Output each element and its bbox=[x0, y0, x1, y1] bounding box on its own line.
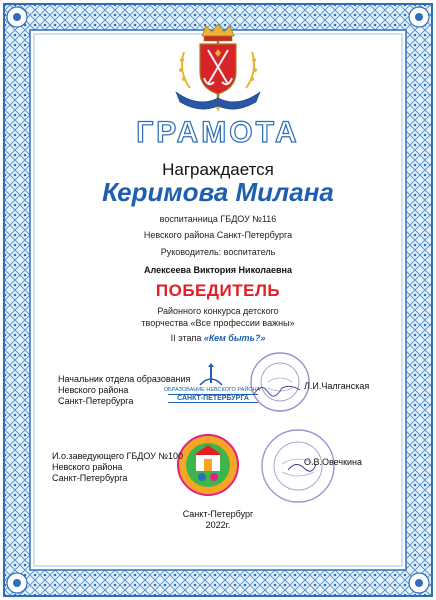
second-signatory-name: О.В.Овечкина bbox=[304, 457, 363, 467]
kindergarten-logo-icon bbox=[176, 433, 240, 497]
second-sign-line-1: И.о.заведующего ГБДОУ №100 bbox=[52, 451, 184, 461]
coat-of-arms-icon bbox=[170, 22, 266, 114]
supervisor-label: Руководитель: воспитатель bbox=[160, 247, 276, 257]
first-signatory-title bbox=[58, 374, 190, 407]
second-sign-line-2: Невского района bbox=[52, 462, 123, 472]
footer-year: 2022г. bbox=[205, 520, 231, 530]
supervisor-name: Алексеева Виктория Николаевна bbox=[144, 265, 292, 275]
footer-place-date bbox=[150, 509, 286, 531]
education-emblem-icon bbox=[196, 363, 226, 387]
footer-city: Санкт-Петербург bbox=[182, 509, 254, 519]
certificate-title: ГРАМОТА bbox=[136, 116, 300, 149]
contest-line-2: творчества «Все профессии важны» bbox=[141, 318, 295, 328]
second-sign-line-3: Санкт-Петербурга bbox=[52, 473, 128, 483]
signature-scribble-1 bbox=[252, 380, 302, 400]
recipient-name: Керимова Милана bbox=[102, 177, 334, 207]
contest-stage bbox=[0, 333, 436, 343]
stage-name: «Кем быть?» bbox=[203, 333, 266, 343]
first-sign-line-3: Санкт-Петербурга bbox=[58, 396, 134, 406]
stage-prefix: II этапа bbox=[170, 333, 202, 343]
first-sign-line-1: Начальник отдела образования bbox=[58, 374, 191, 384]
awarded-label: Награждается bbox=[162, 160, 274, 179]
emblem-text-2: САНКТ-ПЕТЕРБУРГА bbox=[168, 394, 258, 403]
winner-label: ПОБЕДИТЕЛЬ bbox=[155, 281, 281, 300]
first-sign-line-2: Невского района bbox=[58, 385, 129, 395]
first-signatory-name: Л.И.Чалганская bbox=[304, 381, 370, 391]
second-signatory-title bbox=[52, 451, 183, 484]
emblem-text-1: ОБРАЗОВАНИЕ НЕВСКОГО РАЙОНА bbox=[163, 387, 261, 393]
contest-line-1: Районного конкурса детского bbox=[157, 306, 279, 316]
recipient-district: Невского района Санкт-Петербурга bbox=[143, 230, 293, 240]
recipient-position: воспитанница ГБДОУ №116 bbox=[159, 214, 277, 224]
